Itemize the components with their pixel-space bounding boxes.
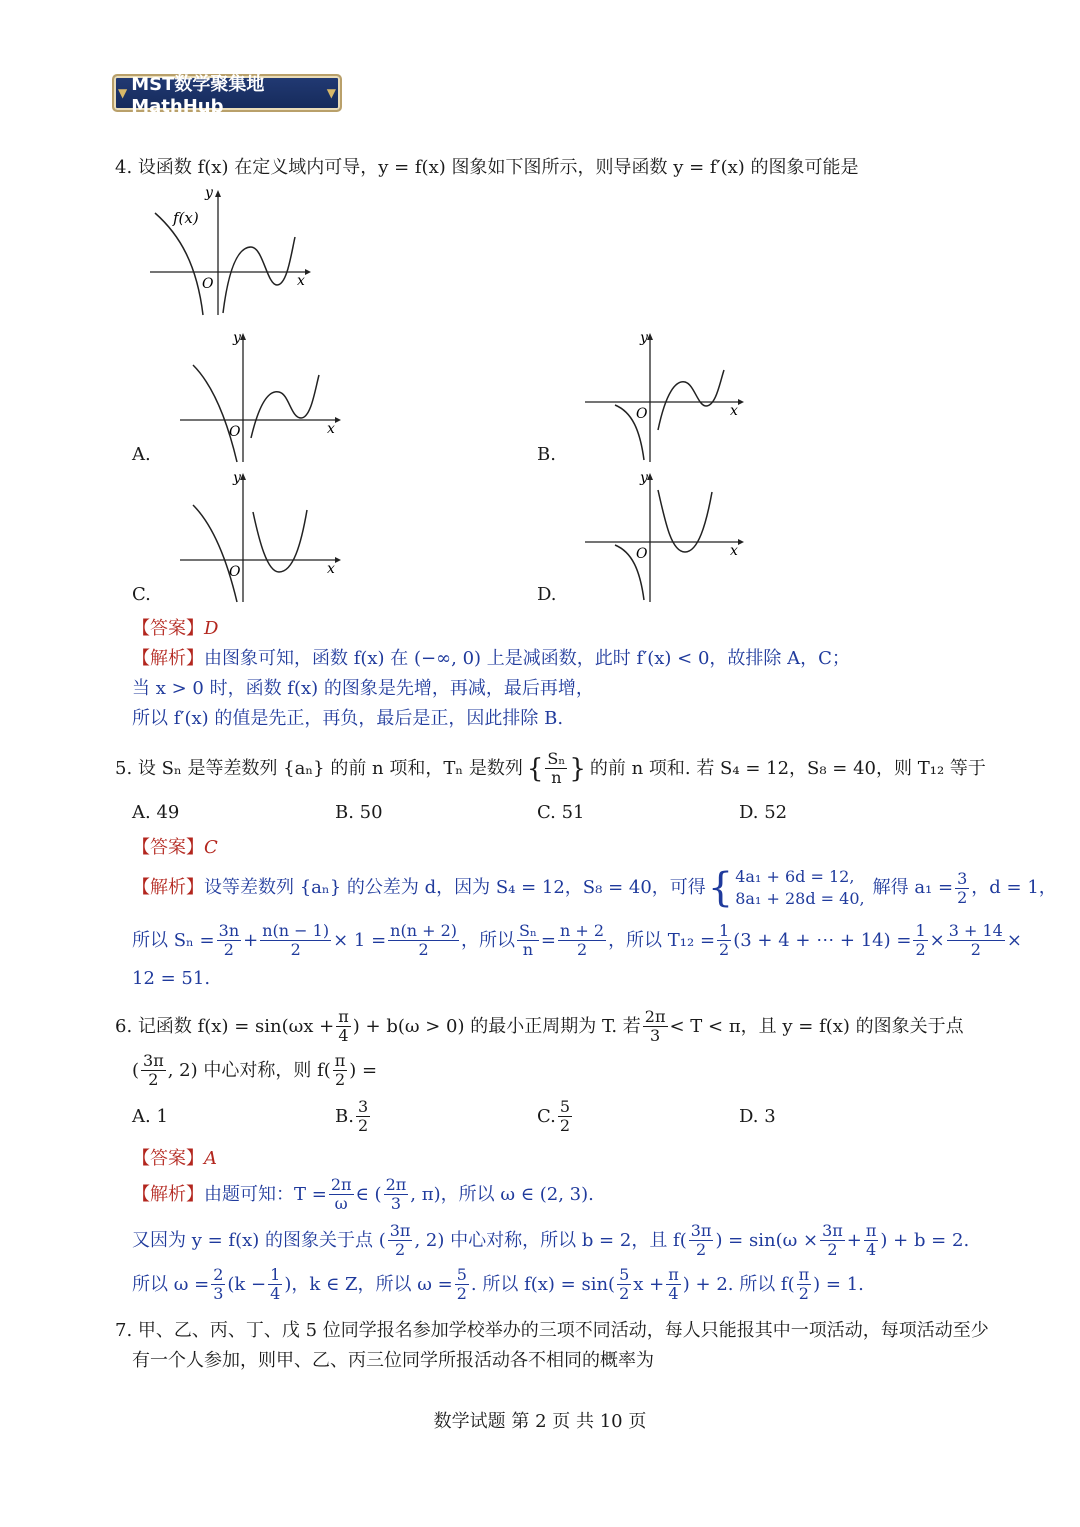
- svg-text:y: y: [233, 330, 241, 346]
- q6-analysis-line3: 所以 ω = $\frac{2}{3}$ (k − $\frac{1}{4}$ )，k ∈ Z，所以 ω = $\frac{5}{2}$ . 所以 f(x) = sin( $\frac{5}{2}$ x + $\frac{\pi}{4}$ ) + 2. 所以 f( $\frac{\pi}{2}$ ) = 1.: [132, 1265, 864, 1303]
- svg-text:y: y: [205, 185, 213, 201]
- q4-analysis-line1: 【解析】由图象可知，函数 f(x) 在 (−∞, 0) 上是减函数，此时 f′(x) < 0，故排除 A，C；: [132, 648, 850, 669]
- q5-option-b: B. 50: [335, 802, 383, 823]
- q6-option-b: B. $\frac{3}{2}$: [335, 1097, 369, 1135]
- q5-option-a: A. 49: [132, 802, 180, 823]
- q4-option-b-graph: [580, 330, 750, 465]
- q4-answer: 【答案】D: [132, 618, 219, 639]
- q6-option-c: C. $\frac{5}{2}$: [537, 1097, 571, 1135]
- q4-stem: 4. 设函数 f(x) 在定义域内可导，y = f(x) 图象如下图所示，则导函数 y = f′(x) 的图象可能是: [115, 157, 859, 178]
- svg-text:y: y: [233, 470, 241, 486]
- q6-option-d: D. 3: [739, 1106, 776, 1127]
- svg-text:y: y: [640, 470, 648, 486]
- svg-text:O: O: [636, 406, 648, 422]
- q6-stem-line1: 6. 记函数 f(x) = sin(ωx + $\frac{\pi}{4}$ ) + b(ω > 0) 的最小正周期为 T. 若 $\frac{2\pi}{3}$ < T < π，且 y = f(x) 的图象关于点: [115, 1007, 964, 1045]
- q6-analysis-line1: 【解析】 由题可知：T = $\frac{2\pi}{\omega}$ ∈ ( $\frac{2\pi}{3}$ , π)，所以 ω ∈ (2, 3).: [132, 1175, 594, 1213]
- q5-analysis-line3: 12 = 51.: [132, 968, 211, 989]
- svg-text:O: O: [636, 546, 648, 562]
- page-footer: 数学试题 第 2 页 共 10 页: [433, 1411, 647, 1432]
- q4-option-a-graph: [175, 330, 345, 465]
- q5-option-d: D. 52: [739, 802, 788, 823]
- svg-text:O: O: [229, 424, 241, 440]
- q4-main-graph: [145, 185, 315, 320]
- triangle-right-icon: ▼: [326, 86, 336, 100]
- q4-option-c-label: C.: [132, 584, 151, 605]
- triangle-left-icon: ▼: [118, 86, 128, 100]
- q5-answer: 【答案】C: [132, 837, 218, 858]
- q5-stem: 5. 设 Sₙ 是等差数列 {aₙ} 的前 n 项和，Tₙ 是数列 { $\frac{\text{Sₙ}}{n}$ } 的前 n 项和. 若 S₄ = 12，S₈ = 40，则 T₁₂ 等于: [115, 749, 986, 787]
- q4-option-c-graph: [175, 470, 345, 605]
- badge-text: MST数学聚集地MathHub: [131, 73, 265, 117]
- brand-badge: [112, 73, 342, 117]
- svg-text:x: x: [297, 273, 305, 289]
- q4-option-d-label: D.: [537, 584, 557, 605]
- q5-analysis-line1: 【解析】 设等差数列 {aₙ} 的公差为 d，因为 S₄ = 12，S₈ = 40，可得 { 4a₁ + 6d = 12, 8a₁ + 28d = 40, 解得 a₁ = $\frac{3}{2}$ ，d = 1，: [132, 865, 1057, 911]
- svg-text:y: y: [640, 330, 648, 346]
- q5-analysis-line2: 所以 Sₙ = $\frac{3n}{2}$ + $\frac{n(n - 1)}{2}$ × 1 = $\frac{n(n + 2)}{2}$ ，所以 $\frac{\text{Sₙ}}{n}$ = $\frac{n + 2}{2}$ ，所以 T₁₂ = $\frac{1}{2}$ (3 + 4 + ⋯ + 14) = $\frac{1}{2}$ × $\frac{3 + 14}{2}$ ×: [132, 921, 1022, 959]
- svg-text:x: x: [730, 403, 738, 419]
- q7-stem-line1: 7. 甲、乙、丙、丁、戊 5 位同学报名参加学校举办的三项不同活动，每人只能报其中一项活动，每项活动至少: [115, 1320, 989, 1341]
- q4-graph-label: f(x): [173, 209, 199, 227]
- q4-analysis-line3: 所以 f′(x) 的值是先正，再负，最后是正，因此排除 B.: [132, 708, 564, 729]
- q6-stem-line2: ( $\frac{3\pi}{2}$ , 2) 中心对称，则 f( $\frac{\pi}{2}$ ) =: [132, 1051, 378, 1089]
- q6-answer: 【答案】A: [132, 1148, 217, 1169]
- svg-text:x: x: [730, 543, 738, 559]
- svg-text:O: O: [229, 564, 241, 580]
- svg-text:x: x: [327, 421, 335, 437]
- q4-option-d-graph: [580, 470, 750, 605]
- svg-text:x: x: [327, 561, 335, 577]
- q5-option-c: C. 51: [537, 802, 585, 823]
- q4-option-a-label: A.: [132, 444, 151, 465]
- svg-text:O: O: [202, 276, 214, 292]
- q7-stem-line2: 有一个人参加，则甲、乙、丙三位同学所报活动各不相同的概率为: [132, 1350, 654, 1371]
- q4-option-b-label: B.: [537, 444, 556, 465]
- q6-option-a: A. 1: [132, 1106, 168, 1127]
- q6-analysis-line2: 又因为 y = f(x) 的图象关于点 ( $\frac{3\pi}{2}$ , 2) 中心对称，所以 b = 2，且 f( $\frac{3\pi}{2}$ ) = sin(ω × $\frac{3\pi}{2}$ + $\frac{\pi}{4}$ ) + b = 2.: [132, 1221, 970, 1259]
- q4-analysis-line2: 当 x > 0 时，函数 f(x) 的图象是先增，再减，最后再增，: [132, 678, 594, 699]
